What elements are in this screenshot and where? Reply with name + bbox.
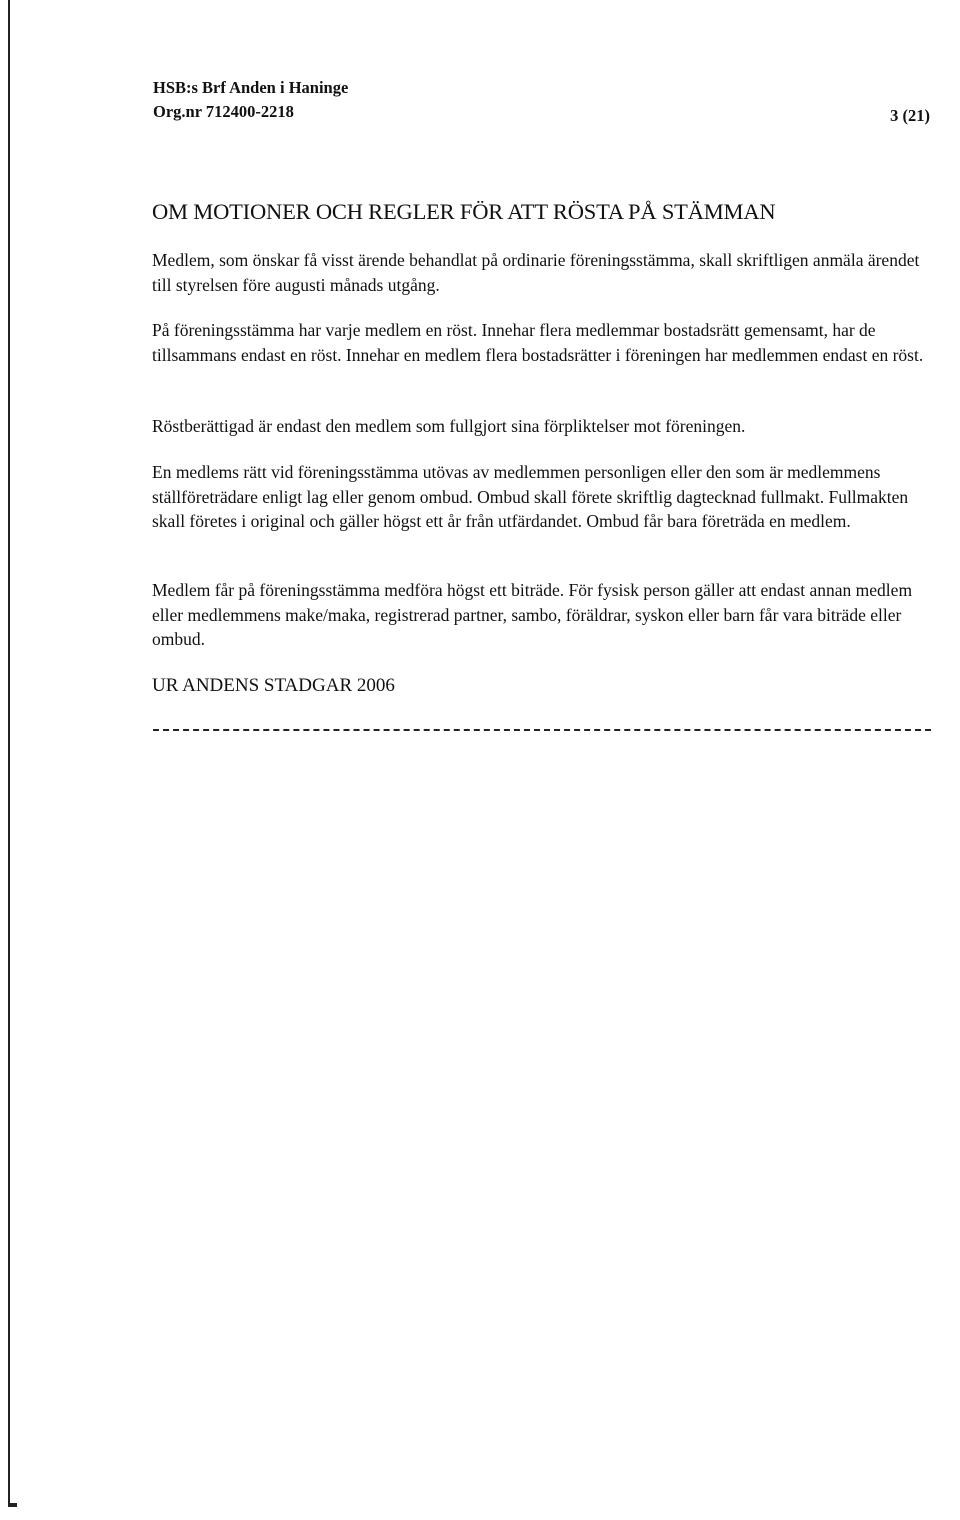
scan-edge-bottom — [8, 1503, 17, 1507]
paragraph-proxy: En medlems rätt vid föreningsstämma utövas av medlemmen personligen eller den som är medlemmens ställföreträdare enligt lag eller genom ombud. Ombud skall förete skriftlig dagtecknad fullmakt. Fullmakten skall företes i original och gäller högst ett år från utfärdandet. Ombud får bara företräda en medlem. — [152, 462, 909, 531]
paragraph-motions: Medlem, som önskar få visst ärende behandlat på ordinarie föreningsstämma, skall skriftligen anmäla ärendet till styrelsen före augusti månads utgång. — [152, 250, 920, 295]
organization-name: HSB:s Brf Anden i Haninge — [153, 78, 349, 97]
organization-number: Org.nr 712400-2218 — [153, 102, 294, 121]
document-title: OM MOTIONER OCH REGLER FÖR ATT RÖSTA PÅ STÄMMAN — [152, 199, 776, 224]
dashed-separator — [153, 729, 931, 731]
paragraph-votes: På föreningsstämma har varje medlem en röst. Innehar flera medlemmar bostadsrätt gemensamt, har de tillsammans endast en röst. Innehar en medlem flera bostadsrätter i föreningen har medlemmen endast en röst. — [152, 320, 924, 365]
paragraph-voting-rights: Röstberättigad är endast den medlem som fullgjort sina förpliktelser mot föreningen. — [152, 416, 746, 436]
source-note: UR ANDENS STADGAR 2006 — [152, 675, 395, 696]
scan-edge-left — [8, 0, 10, 1506]
page-number: 3 (21) — [890, 106, 930, 125]
document-header — [153, 76, 348, 124]
paragraph-assistant: Medlem får på föreningsstämma medföra högst ett biträde. För fysisk person gäller att endast annan medlem eller medlemmens make/maka, registrerad partner, sambo, föräldrar, syskon eller barn får vara biträde eller ombud. — [152, 580, 913, 649]
